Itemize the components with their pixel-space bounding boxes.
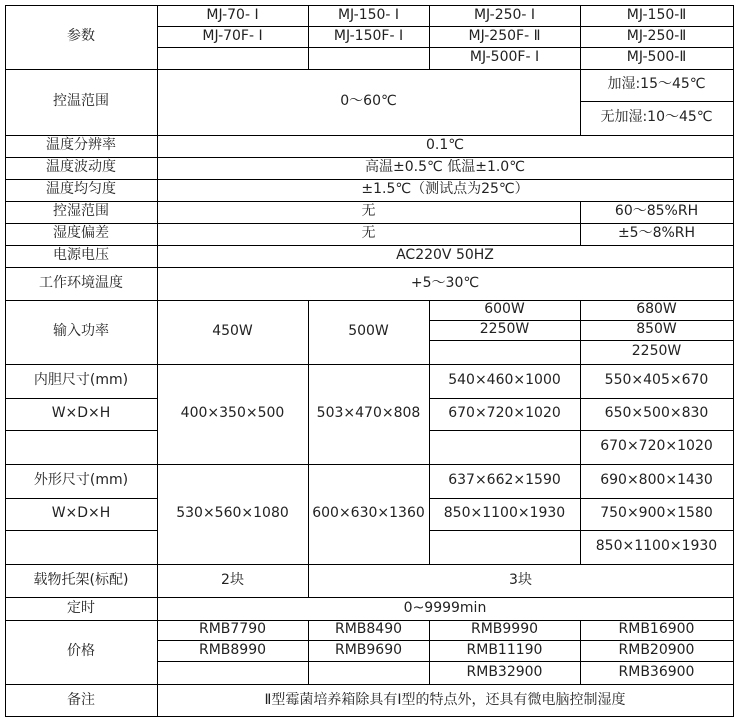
inner-size-c4-3: 670×720×1020 xyxy=(600,438,713,455)
input-power-c1: 450W xyxy=(212,323,253,340)
shelves-rest: 3块 xyxy=(509,571,532,588)
input-power-c4-2: 850W xyxy=(636,321,677,338)
temp-range-non-humidified: 无加湿:10～45℃ xyxy=(600,109,713,126)
price-c4-1: RMB16900 xyxy=(618,621,695,638)
temp-resolution-value: 0.1℃ xyxy=(426,137,464,154)
row-label-temp-resolution: 温度分辨率 xyxy=(5,135,157,157)
row-label-temp-range: 控温范围 xyxy=(5,69,157,135)
input-power-c4-1: 680W xyxy=(636,301,677,318)
price-c3-1: RMB9990 xyxy=(470,621,539,638)
inner-size-c3-2: 670×720×1020 xyxy=(448,405,561,422)
input-power-c2: 500W xyxy=(348,323,389,340)
inner-size-c2: 503×470×808 xyxy=(316,405,421,422)
price-c3-2: RMB11190 xyxy=(466,641,543,658)
row-label-timer: 定时 xyxy=(5,597,157,620)
model-c2-1: MJ-150- Ⅰ xyxy=(337,6,400,23)
price-c3-3: RMB32900 xyxy=(466,663,543,680)
price-c2-2: RMB9690 xyxy=(334,641,403,658)
row-label-outer-size: 外形尺寸(mm) xyxy=(5,464,157,498)
model-c3-1: MJ-250- Ⅰ xyxy=(473,6,536,23)
shelves-c1: 2块 xyxy=(221,571,244,588)
outer-size-c3-2: 850×1100×1930 xyxy=(443,505,566,522)
temp-fluctuation-value: 高温±0.5℃ 低温±1.0℃ xyxy=(365,159,525,176)
row-label-temp-fluctuation: 温度波动度 xyxy=(5,157,157,179)
row-label-inner-size: 内胆尺寸(mm) xyxy=(5,364,157,398)
price-c1-2: RMB8990 xyxy=(198,641,267,658)
model-c4-1: MJ-150-Ⅱ xyxy=(626,6,687,23)
timer-value: 0~9999min xyxy=(403,599,487,616)
outer-size-c1: 530×560×1080 xyxy=(176,505,289,522)
outer-size-c4-2: 750×900×1580 xyxy=(600,505,713,522)
model-c4-2: MJ-250-Ⅱ xyxy=(626,27,687,44)
row-label-outer-size-dims: W×D×H xyxy=(5,498,157,530)
inner-size-c4-2: 650×500×830 xyxy=(604,405,709,422)
row-label-temp-uniformity: 温度均匀度 xyxy=(5,179,157,201)
power-supply-value: AC220V 50HZ xyxy=(396,247,494,264)
model-c2-2: MJ-150F- Ⅰ xyxy=(333,27,404,44)
input-power-c3-2: 2250W xyxy=(479,321,530,338)
price-c1-1: RMB7790 xyxy=(198,621,267,638)
inner-size-c4-1: 550×405×670 xyxy=(604,372,709,389)
humidity-range-common: 无 xyxy=(361,203,376,220)
row-label-remark: 备注 xyxy=(5,684,157,717)
row-label-input-power: 输入功率 xyxy=(5,300,157,364)
model-c4-3: MJ-500-Ⅱ xyxy=(626,49,687,66)
row-label-params: 参数 xyxy=(5,5,157,69)
outer-size-c3-1: 637×662×1590 xyxy=(448,472,561,489)
price-c2-1: RMB8490 xyxy=(334,621,403,638)
price-c4-2: RMB20900 xyxy=(618,641,695,658)
input-power-c3-1: 600W xyxy=(484,301,525,318)
outer-size-c2: 600×630×1360 xyxy=(312,505,425,522)
row-label-price: 价格 xyxy=(5,620,157,684)
humidity-range-c4: 60～85%RH xyxy=(614,203,699,220)
ambient-temp-value: +5～30℃ xyxy=(410,274,480,291)
model-c3-3: MJ-500F- Ⅰ xyxy=(469,49,540,66)
temp-range-humidified: 加湿:15～45℃ xyxy=(607,76,706,93)
temp-range-common: 0～60℃ xyxy=(340,93,397,110)
model-c3-2: MJ-250F- Ⅱ xyxy=(468,27,541,44)
row-label-humidity-range: 控湿范围 xyxy=(5,201,157,223)
row-label-power-supply: 电源电压 xyxy=(5,245,157,267)
row-label-humidity-deviation: 湿度偏差 xyxy=(5,223,157,245)
outer-size-c4-3: 850×1100×1930 xyxy=(595,538,718,555)
row-label-inner-size-dims: W×D×H xyxy=(5,398,157,430)
humidity-deviation-c4: ±5～8%RH xyxy=(617,225,696,242)
price-c4-3: RMB36900 xyxy=(618,663,695,680)
temp-uniformity-value: ±1.5℃（测试点为25℃） xyxy=(361,181,529,198)
outer-size-c4-1: 690×800×1430 xyxy=(600,472,713,489)
humidity-deviation-common: 无 xyxy=(361,225,376,242)
remark-value: Ⅱ型霉菌培养箱除具有Ⅰ型的特点外，还具有微电脑控制湿度 xyxy=(264,691,626,708)
row-label-ambient-temp: 工作环境温度 xyxy=(5,267,157,300)
inner-size-c3-1: 540×460×1000 xyxy=(448,372,561,389)
model-c1-2: MJ-70F- Ⅰ xyxy=(202,27,263,44)
model-c1-1: MJ-70- Ⅰ xyxy=(206,6,259,23)
input-power-c4-3: 2250W xyxy=(631,343,682,360)
row-label-shelves: 载物托架(标配) xyxy=(5,564,157,597)
inner-size-c1: 400×350×500 xyxy=(180,405,285,422)
